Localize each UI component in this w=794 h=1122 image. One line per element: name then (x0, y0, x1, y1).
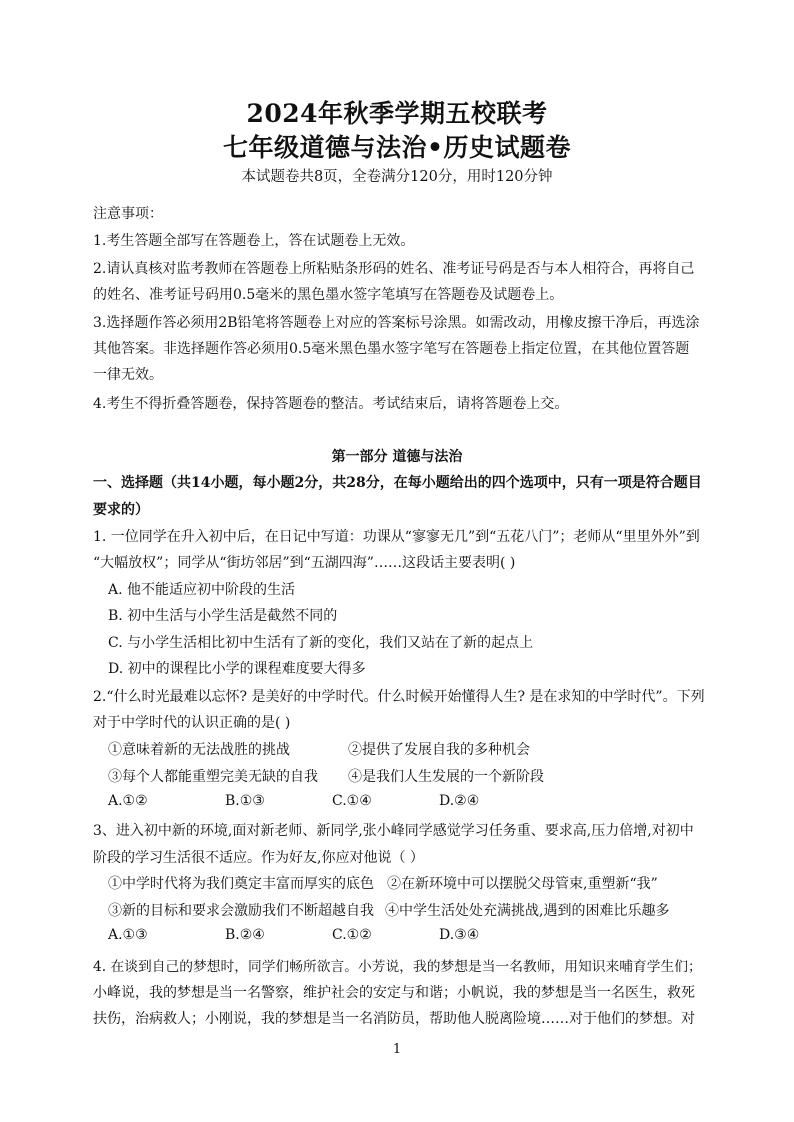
notice-item-2-line-2: 的姓名、准考证号码用0.5毫米的黑色墨水签字笔填写在答题卷及试题卷上。 (93, 287, 564, 303)
q2-option-c: C.①④ (332, 793, 372, 809)
q3-option-a: A.①③ (108, 927, 148, 943)
q3-stem-line-1: 3、进入初中新的环境,面对新老师、新同学,张小峰同学感觉学习任务重、要求高,压力倍增,对初中 (93, 823, 694, 839)
q1-option-b: B. 初中生活与小学生活是截然不同的 (108, 608, 338, 624)
q3-stem-line-2: 阶段的学习生活很不适应。作为好友,你应对他说（ ） (93, 850, 424, 866)
q3-option-b: B.②④ (225, 927, 265, 943)
exam-title: 2024年秋季学期五校联考 (246, 99, 548, 128)
q3-option-c: C.①② (332, 927, 372, 943)
notice-item-3-line-2: 其他答案。非选择题作答必须用0.5毫米黑色墨水签字笔写在答题卷上指定位置，在其他位置答题 (93, 341, 690, 357)
q2-stem-line-1: 2.“什么时光最难以忘怀? 是美好的中学时代。什么时候开始懂得人生? 是在求知的中学时代”。下列 (93, 689, 705, 705)
q3-statement-4: ④中学生活处处充满挑战,遇到的困难比乐趣多 (385, 903, 670, 919)
q4-stem-line-2: 小峰说，我的梦想是当一名警察，维护社会的安定与和谐；小帆说，我的梦想是当一名医生，救死 (93, 985, 695, 1001)
q3-option-d: D.③④ (439, 927, 480, 943)
notice-item-4: 4.考生不得折叠答题卷，保持答题卷的整洁。考试结束后，请将答题卷上交。 (93, 396, 569, 412)
q2-statement-3: ③每个人都能重塑完美无缺的自我 (108, 769, 318, 785)
q1-stem-line-2: “大幅放权”；同学从“街坊邻居”到“五湖四海”……这段话主要表明( ) (93, 555, 516, 571)
q2-statement-4: ④是我们人生发展的一个新阶段 (348, 769, 544, 785)
q1-option-d: D. 初中的课程比小学的课程难度要大得多 (108, 661, 366, 677)
part-heading: 第一部分 道德与法治 (331, 449, 463, 465)
q2-option-d: D.②④ (439, 793, 480, 809)
notice-item-3-line-1: 3.选择题作答必须用2B铅笔将答题卷上对应的答案标号涂黑。如需改动，用橡皮擦干净后，再选涂 (93, 315, 700, 331)
exam-subject-title: 七年级道德与法治•历史试题卷 (223, 133, 571, 162)
notice-item-3-line-3: 一律无效。 (93, 367, 163, 383)
q1-stem-line-1: 1. 一位同学在升入初中后，在日记中写道：功课从“寥寥无几”到“五花八门”；老师从“里里外外”到 (93, 529, 700, 545)
q3-statement-2: ②在新环境中可以摆脱父母管束,重塑新“我” (387, 876, 658, 892)
section-heading-line-1: 一、选择题（共14小题，每小题2分，共28分，在每小题给出的四个选项中，只有一项是符合题目 (93, 475, 702, 491)
q4-stem-line-1: 4. 在谈到自己的梦想时，同学们畅所欲言。小芳说，我的梦想是当一名教师，用知识来哺育学生们； (93, 959, 702, 975)
notice-heading: 注意事项： (93, 206, 163, 222)
q1-option-c: C. 与小学生活相比初中生活有了新的变化，我们又站在了新的起点上 (108, 635, 534, 651)
q1-option-a: A. 他不能适应初中阶段的生活 (108, 582, 296, 598)
q3-statement-1: ①中学时代将为我们奠定丰富而厚实的底色 (108, 876, 374, 892)
page-number: 1 (392, 1042, 402, 1057)
notice-item-1: 1.考生答题全部写在答题卷上，答在试题卷上无效。 (93, 233, 415, 249)
q3-statement-3: ③新的目标和要求会激励我们不断超越自我 (108, 903, 374, 919)
section-heading-line-2: 要求的） (93, 502, 149, 518)
q2-statement-2: ②提供了发展自我的多种机会 (348, 742, 530, 758)
q4-stem-line-3: 扶伤，治病救人；小刚说，我的梦想是当一名消防员，帮助他人脱离险境……对于他们的梦想。对 (93, 1011, 695, 1027)
q2-option-a: A.①② (108, 793, 148, 809)
notice-item-2-line-1: 2.请认真核对监考教师在答题卷上所粘贴条形码的姓名、准考证号码是否与本人相符合，再将自己 (93, 261, 695, 277)
q2-statement-1: ①意味着新的无法战胜的挑战 (108, 742, 290, 758)
q2-stem-line-2: 对于中学时代的认识正确的是( ) (93, 715, 291, 731)
exam-info: 本试题卷共8页，全卷满分120分，用时120分钟 (241, 169, 553, 185)
q2-option-b: B.①③ (225, 793, 265, 809)
